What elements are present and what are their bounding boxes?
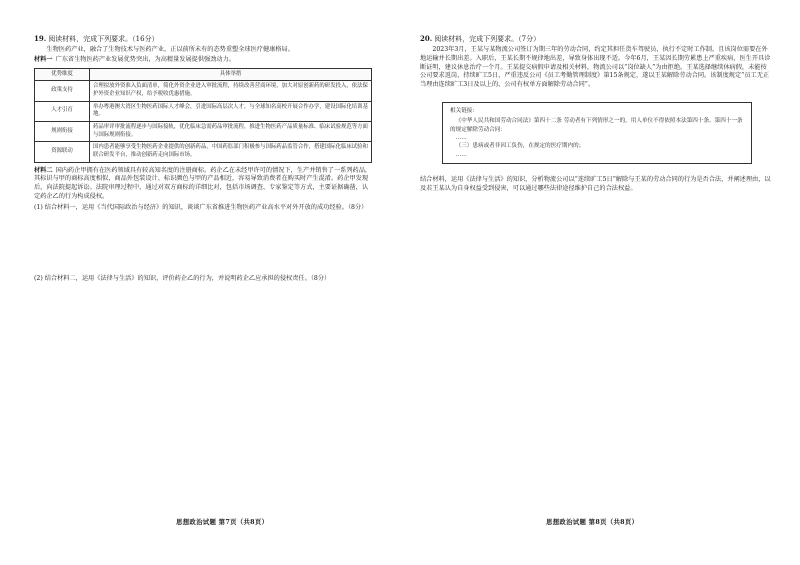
table-cell-category: 资源联动 <box>35 142 90 162</box>
answer-area[interactable] <box>34 215 372 273</box>
table-cell-description: 合理拟放外资准入负面清单，简化外资企业进入审批流程，持续改善营商环境，加大对原创新药的研发投入，依法保护外资企业知识产权，给予税收优惠措施。 <box>90 81 372 101</box>
table-row <box>35 101 372 121</box>
related-law-box <box>442 102 752 164</box>
material-label: 材料一 <box>34 55 53 63</box>
table-cell-description: 药品审评审批流程逐步与国际接轨，优化临床急需药品审批流程，推进生物医药产品质量标准、临床试验规范等方面与国际规则衔接。 <box>90 121 372 141</box>
material-1 <box>34 56 372 65</box>
page-footer: 思想政治试题 第7页（共8页） <box>176 518 269 526</box>
law-box-line: 《中华人民共和国劳动合同法》第四十二条 劳动者有下列情形之一的，用人单位不得依照本法第四十条、第四十一条的规定解除劳动合同： <box>450 118 743 133</box>
table-header: 具体举措 <box>90 68 372 81</box>
table-cell-description: 国内患者能够享受生物医药企业提供的创新药品，中国药监部门积极参与国际药品监管合作，搭建国际化临床试验和联合研发平台，推动创新药走向国际市场。 <box>90 142 372 162</box>
right-page <box>420 34 772 345</box>
material-text: 国内药企甲拥有在医药领域具有较高知名度的注册商标。药企乙在未经甲许可的情况下，生产并销售了一系列药品，其标识与甲的商标高度相似，商品外包装设计、标识颜色与甲的产品相近，容易导致消费者在购买时产生混淆。药企甲发现后，向法院提起诉讼。法院审理过程中，通过对双方商标的详细比对，包括市场调查、专家鉴定等方式，主要证据确凿，认定药企乙的行为构成侵权。 <box>34 166 372 200</box>
question-instruction: 阅读材料，完成下列要求。（7分） <box>434 35 541 43</box>
material-label: 材料二 <box>34 166 53 174</box>
case-paragraph: 2023年3月，王某与某物流公司签订为期三年的劳动合同，约定其担任货车驾驶员，执行不定时工作制，且该岗位需要在外地运输并长期出差。入职后，王某长期不规律地出差，导致身体出现不适。今年6月，王某因长期劳累患上严重疾病，医生开具诊断证明，建议休息治疗一个月。王某提交病假申请及相关材料，物流公司以“岗位缺人”为由拒绝。王某选择继续休病假，未能按公司要求返岗，持续旷工5日，严重违反公司《员工考勤管理制度》第15条规定，遂以王某解除劳动合同。该制度规定“员工无正当理由连续旷工3日及以上的，公司有权单方面解除劳动合同”。 <box>420 45 771 89</box>
material-2 <box>34 167 372 202</box>
question-intro: 生物医药产业，融合了生物技术与医药产业，正以前所未有的态势重塑全球医疗健康格局。 <box>46 45 294 53</box>
table-row <box>35 142 372 162</box>
table-row <box>35 81 372 101</box>
table-cell-description: 举办粤港澳大湾区生物医药国际人才峰会，引进国际高层次人才，与全球知名高校开展合作办学，建设国际化培训基地。 <box>90 101 372 121</box>
table-row <box>35 121 372 141</box>
policy-table <box>34 68 372 163</box>
question-number: 19. <box>34 34 47 43</box>
left-page <box>34 34 372 325</box>
question-number: 20. <box>420 34 433 43</box>
question-instruction: 阅读材料，完成下列要求。（16分） <box>48 35 159 43</box>
law-box-line: …… <box>455 135 467 142</box>
question-20-heading <box>420 34 772 45</box>
question-prompt: 结合材料，运用《法律与生活》的知识，分析物流公司以“连续旷工5日”解除与王某的劳动合同的行为是否合法，并阐述理由，以及若王某认为自身权益受到侵害，可以通过哪些法律途径维护自己的合法权益。 <box>420 176 771 193</box>
table-header: 优势维度 <box>35 68 90 81</box>
sub-question-2: (2) 结合材料二，运用《法律与生活》的知识，评价药企乙的行为，并说明药企乙应承担的侵权责任。（8分） <box>34 274 331 282</box>
table-cell-category: 人才引育 <box>35 101 90 121</box>
question-19-heading <box>34 34 372 45</box>
table-header-row <box>35 68 372 81</box>
page-footer: 思想政治试题 第8页（共8页） <box>546 518 639 526</box>
law-box-line: （三）患病或者非因工负伤，在规定的医疗期内的； <box>455 143 585 150</box>
law-box-line: …… <box>455 151 467 158</box>
law-box-title: 相关链接： <box>450 107 478 114</box>
table-cell-category: 政策支持 <box>35 81 90 101</box>
table-cell-category: 规则衔接 <box>35 121 90 141</box>
material-text: 广东省生物医药产业发展优势突出，为高精量发展提供强劲动力。 <box>55 55 235 63</box>
answer-area[interactable] <box>420 195 772 345</box>
sub-question-1: (1) 结合材料一，运用《当代国际政治与经济》的知识，谈谈广东省推进生物医药产业高水平对外开放的成功经验。（8分） <box>34 203 368 211</box>
answer-area[interactable] <box>34 285 372 325</box>
